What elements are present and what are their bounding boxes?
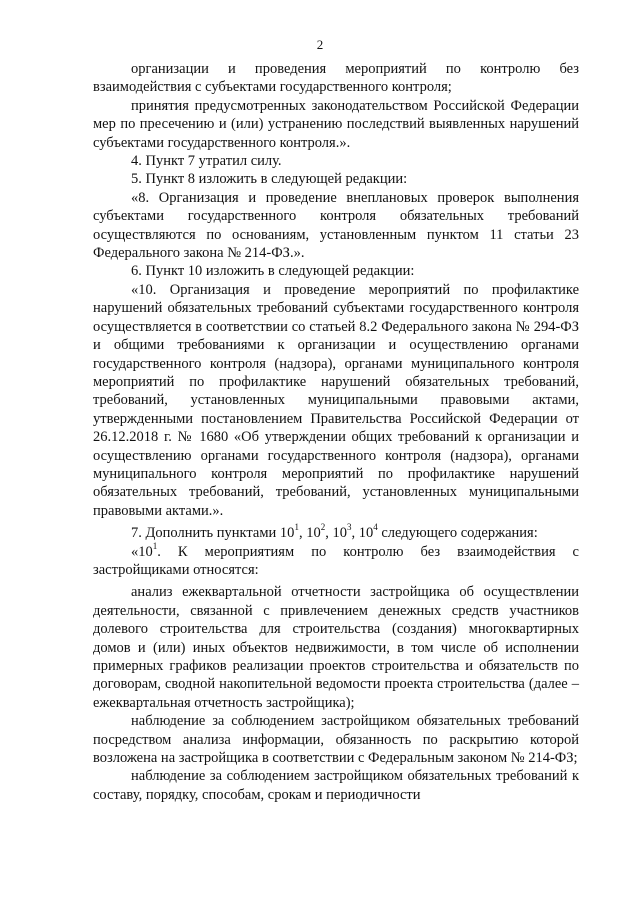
superscript: 1 bbox=[152, 540, 158, 551]
page-number: 2 bbox=[316, 37, 324, 52]
item-7-separator: , 10 bbox=[298, 525, 321, 542]
paragraph: 6. Пункт 10 изложить в следующей редакции: bbox=[131, 263, 415, 280]
document-body bbox=[93, 60, 579, 804]
paragraph: «8. Организация и проведение внеплановых проверок выполнения субъектами государственного контроля обязательных требований осуществляются по основаниям, установленным пунктом 11 статьи 23 Федерального закона № 214-ФЗ.». bbox=[93, 189, 579, 262]
item-7-text-end: следующего содержания: bbox=[377, 525, 538, 542]
paragraph-item-7 bbox=[93, 524, 579, 542]
superscript: 3 bbox=[346, 522, 352, 533]
item-7-separator: , 10 bbox=[325, 525, 347, 542]
paragraph-item-10-1 bbox=[93, 540, 579, 580]
paragraph: «10. Организация и проведение мероприятий по профилактике нарушений обязательных требований субъектами государственного контроля осуществляется в соответствии со статьей 8.2 Федерального закона № 294-ФЗ и общими требованиями к организации и осуществлению органами государственного контроля (надзора), органами муниципального контроля мероприятий по профилактике нарушений обязательных требований, требований, установленных муниципальными правовыми актами, утвержденными постановлением Правительства Российской Федерации от 26.12.2018 г. № 1680 «Об утверждении общих требований к организации и осуществлению органами государственного контроля (надзора), органами муниципального контроля мероприятий по профилактике нарушений обязательных требований, требований, установленных муниципальными правовыми актами.». bbox=[93, 281, 579, 519]
item-10-1-text: . К мероприятиям по контролю без взаимодействия с застройщиками относятся: bbox=[93, 543, 579, 578]
paragraph: принятия предусмотренных законодательством Российской Федерации мер по пресечению и (или) устранению последствий выявленных нарушений субъектами государственного контроля.». bbox=[93, 97, 579, 151]
paragraph: наблюдение за соблюдением застройщиком обязательных требований к составу, порядку, способам, срокам и периодичности bbox=[93, 768, 579, 803]
paragraph: 5. Пункт 8 изложить в следующей редакции: bbox=[131, 171, 408, 188]
superscript: 1 bbox=[294, 522, 299, 533]
paragraph: наблюдение за соблюдением застройщиком обязательных требований посредством анализа информации, обязанность по раскрытию которой возложена на застройщика в соответствии с Федеральным законом № 214-ФЗ; bbox=[93, 713, 579, 767]
superscript: 2 bbox=[320, 522, 326, 533]
superscript: 4 bbox=[373, 522, 378, 533]
item-7-text: 7. Дополнить пунктами 10 bbox=[131, 525, 295, 542]
paragraph: 4. Пункт 7 утратил силу. bbox=[131, 153, 282, 170]
item-10-1-start: «10 bbox=[131, 543, 153, 560]
paragraph: анализ ежеквартальной отчетности застройщика об осуществлении деятельности, связанной с привлечением денежных средств участников долевого строительства для строительства (создания) многоквартирных домов и (или) иных объектов недвижимости, в том числе об исполнении примерных графиков реализации проектов строительства и обязательств по договорам, сводной накопительной ведомости проекта строительства (далее – ежеквартальная отчетность застройщика); bbox=[93, 584, 579, 711]
paragraph: организации и проведения мероприятий по контролю без взаимодействия с субъектами государственного контроля; bbox=[93, 61, 579, 96]
item-7-separator: , 10 bbox=[351, 525, 374, 542]
